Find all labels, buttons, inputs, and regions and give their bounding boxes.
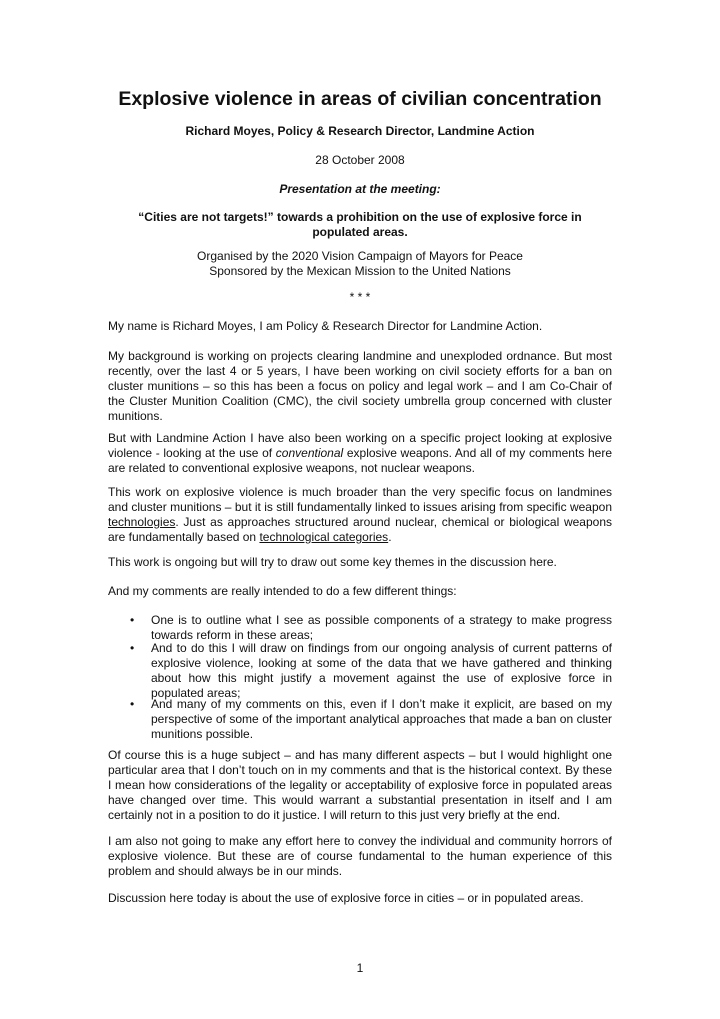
paragraph-8: I am also not going to make any effort here to convey the individual and community horrors of explosive violence. But these are of course fundamental to the human experience of this problem and should always be in our minds. <box>108 834 612 878</box>
paragraph-9: Discussion here today is about the use of explosive force in cities – or in populated areas. <box>108 891 584 905</box>
page-number: 1 <box>356 961 364 975</box>
meeting-title-line-2: populated areas. <box>312 225 408 239</box>
paragraph-7: Of course this is a huge subject – and has many different aspects – but I would highlight one particular area that I don’t touch on in my comments and that is the historical context. By these I mean how considerations of the legality or acceptability of explosive force in populated areas have changed over time. This would warrant a substantial presentation in itself and I am certainly not in a position to do it justice. I will return to this just very briefly at the end. <box>108 748 612 822</box>
sponsored-by-line: Sponsored by the Mexican Mission to the United Nations <box>209 264 511 278</box>
section-separator: * * * <box>349 290 371 304</box>
paragraph-5: This work is ongoing but will try to draw out some key themes in the discussion here. <box>108 555 557 569</box>
document-title: Explosive violence in areas of civilian concentration <box>118 88 602 110</box>
paragraph-6: And my comments are really intended to do a few different things: <box>108 584 457 598</box>
paragraph-4-text-b: . Just as approaches structured around nuclear, chemical or biological weapons are fundamentally based on <box>108 515 612 544</box>
paragraph-3-italic: conventional <box>275 446 344 460</box>
bullet-2-text: And to do this I will draw on findings from our ongoing analysis of current patterns of explosive violence, looking at some of the data that we have gathered and thinking about how this might justify a movement against the use of explosive force in populated areas; <box>151 641 612 700</box>
bullet-3-marker: • <box>130 697 135 711</box>
paragraph-4-text-a: This work on explosive violence is much broader than the very specific focus on landmines and cluster munitions – but it is still fundamentally linked to issues arising from specific weapon <box>108 485 612 514</box>
paragraph-4 <box>108 485 612 545</box>
bullet-3-text: And many of my comments on this, even if I don’t make it explicit, are based on my perspective of some of the important analytical approaches that made a ban on cluster munitions possible. <box>151 697 612 741</box>
meeting-title <box>108 210 612 240</box>
bullet-1-text: One is to outline what I see as possible components of a strategy to make progress towards reform in these areas; <box>151 613 612 642</box>
paragraph-3-text-b: explosive weapons. And all of my comments here are related to conventional explosive weapons, not nuclear weapons. <box>108 446 613 475</box>
bullet-2-marker: • <box>130 641 135 655</box>
paragraph-3 <box>108 431 612 476</box>
organised-by-line: Organised by the 2020 Vision Campaign of Mayors for Peace <box>197 249 523 263</box>
bullet-1-marker: • <box>130 613 135 627</box>
author-line: Richard Moyes, Policy & Research Director, Landmine Action <box>185 124 535 138</box>
paragraph-3-text-a: But with Landmine Action I have also been working on a specific project looking at explosive violence - looking at the use of <box>108 431 612 460</box>
paragraph-4-text-c: . <box>388 530 392 544</box>
paragraph-4-underline-technologies: technologies <box>108 515 176 529</box>
paragraph-1: My name is Richard Moyes, I am Policy & Research Director for Landmine Action. <box>108 319 543 333</box>
date-line: 28 October 2008 <box>315 153 405 167</box>
paragraph-2: My background is working on projects clearing landmine and unexploded ordnance. But most recently, over the last 4 or 5 years, I have been working on civil society efforts for a ban on cluster munitions – so this has been a focus on policy and legal work – and I am Co-Chair of the Cluster Munition Coalition (CMC), the civil society umbrella group concerned with cluster munitions. <box>108 349 612 423</box>
organiser-block <box>108 249 612 279</box>
meeting-title-line-1: “Cities are not targets!” towards a prohibition on the use of explosive force in <box>138 210 582 224</box>
paragraph-4-underline-categories: technological categories <box>259 530 389 544</box>
presentation-label: Presentation at the meeting: <box>279 182 441 196</box>
